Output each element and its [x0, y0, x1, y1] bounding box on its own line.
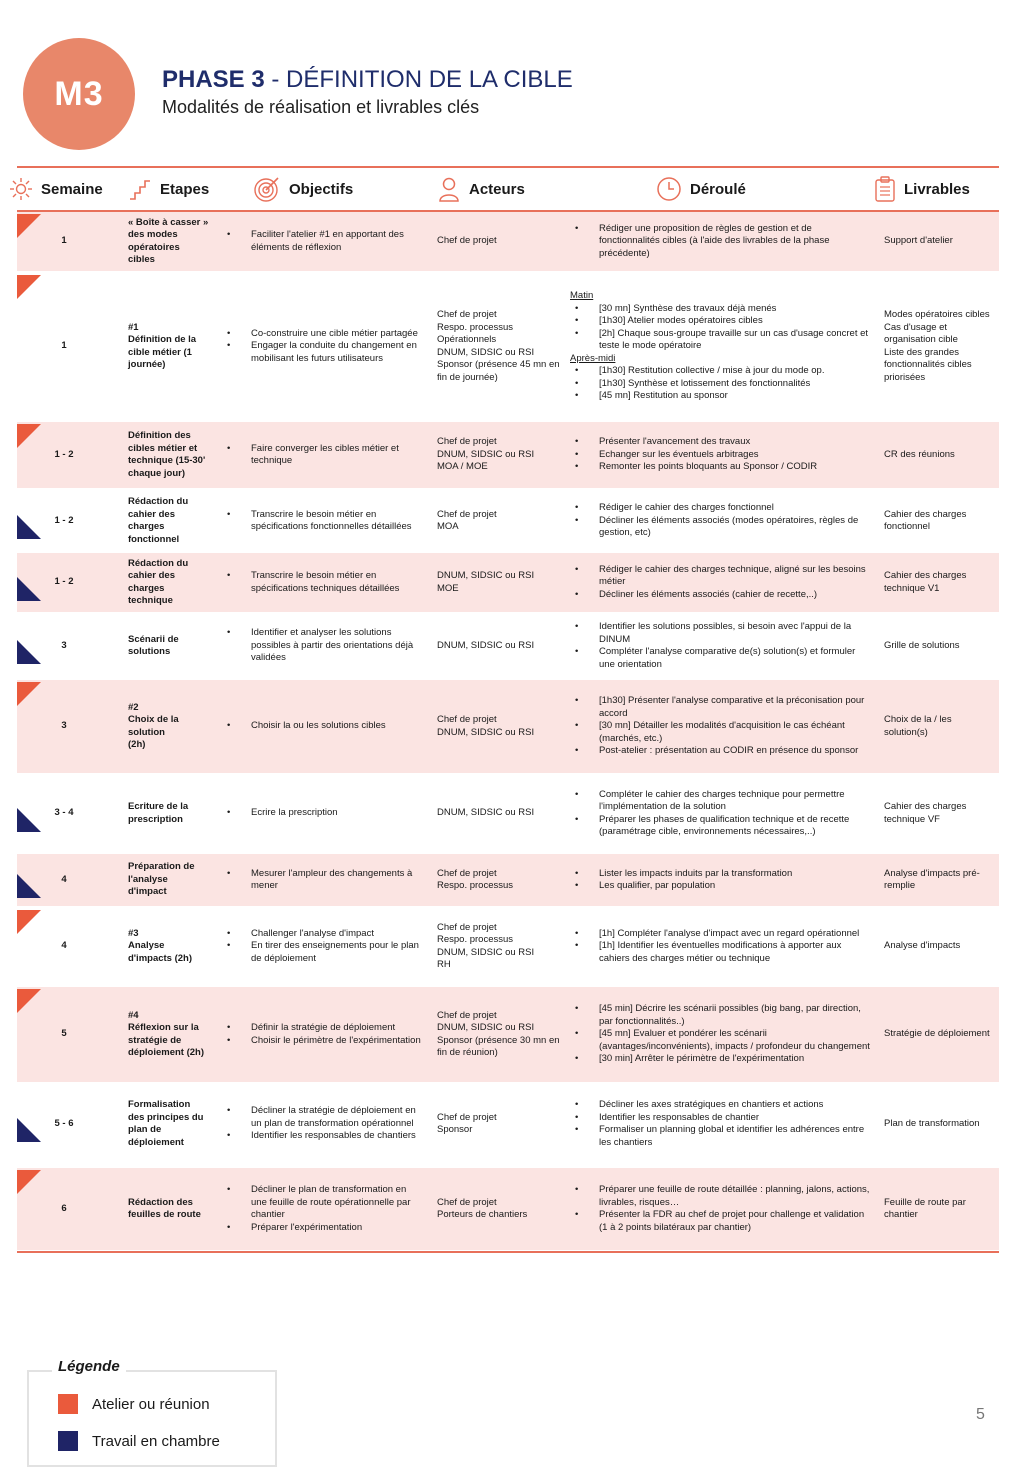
acteurs-line: Respo. processus	[437, 880, 514, 891]
table-row	[17, 490, 999, 552]
cell-acteurs	[437, 273, 562, 420]
deroule-item: • Rédiger le cahier des charges fonctionnel	[570, 502, 870, 515]
header-etapes: Etapes	[128, 168, 209, 210]
etape-line: cibles métier et	[128, 442, 198, 454]
etape-line: plan de	[128, 1124, 162, 1135]
chambre-marker	[17, 515, 41, 539]
clock-icon	[656, 176, 682, 202]
cell-etape	[128, 1083, 228, 1165]
semaine-value: 1 - 2	[54, 576, 74, 588]
etape-line: technique	[128, 595, 173, 606]
etape-line: charges	[128, 582, 165, 594]
cell-etape	[128, 490, 228, 552]
deroule-item: • Préparer les phases de qualification technique et de recette (paramétrage cible, environnements nécessaires,..)	[570, 814, 870, 839]
cell-acteurs	[437, 1168, 562, 1250]
deroule-item: • Identifier les responsables de chantier	[570, 1112, 870, 1125]
module-badge: M3	[23, 38, 135, 150]
acteurs-line: Chef de projet	[437, 508, 497, 520]
cell-etape	[128, 987, 228, 1082]
cell-objectifs	[222, 490, 422, 552]
acteurs-line: Chef de projet	[437, 1196, 497, 1208]
atelier-marker	[17, 989, 41, 1013]
etape-line: technique (15-30'	[128, 455, 206, 466]
semaine-value: 1 - 2	[54, 514, 74, 526]
chambre-marker	[17, 640, 41, 664]
cell-livrables	[884, 908, 996, 985]
acteurs-line: Chef de projet	[437, 1009, 497, 1021]
etape-line: Définition des	[128, 430, 191, 441]
livrables-line: Choix de la / les solution(s)	[884, 714, 952, 738]
cell-acteurs	[437, 614, 562, 678]
acteurs-line: DNUM, SIDSIC ou RSI	[437, 807, 535, 819]
atelier-marker	[17, 214, 41, 238]
deroule-item: • [1h30] Synthèse et lotissement des fonctionnalités	[570, 378, 870, 391]
acteurs-line: DNUM, SIDSIC ou RSI	[437, 448, 535, 460]
cell-deroule	[570, 680, 870, 773]
acteurs-line: DNUM, SIDSIC ou RSI	[437, 570, 535, 581]
acteurs-line: Chef de projet	[437, 714, 497, 725]
deroule-item: • Les qualifier, par population	[570, 880, 792, 893]
cell-acteurs	[437, 775, 562, 852]
etape-line: des modes	[128, 229, 178, 240]
chambre-swatch	[58, 1431, 78, 1451]
chambre-marker	[17, 1118, 41, 1142]
objectifs-item: • Faciliter l'atelier #1 en apportant des éléments de réflexion	[222, 229, 422, 254]
deroule-item: • Décliner les axes stratégiques en chantiers et actions	[570, 1099, 870, 1112]
etape-line: Rédaction du	[128, 557, 189, 569]
cell-etape	[128, 273, 228, 420]
deroule-item: • Identifier les solutions possibles, si besoin avec l'appui de la DINUM	[570, 621, 870, 646]
cell-objectifs	[222, 908, 422, 985]
atelier-marker	[17, 1170, 41, 1194]
livrables-line: Stratégie de déploiement	[884, 1028, 990, 1040]
livrables-line: Grille de solutions	[884, 639, 960, 651]
cell-etape	[128, 614, 228, 678]
cell-livrables	[884, 1168, 996, 1250]
etape-line: d'impacts (2h)	[128, 952, 193, 964]
objectifs-item: • Challenger l'analyse d'impact	[222, 928, 422, 941]
atelier-marker	[17, 424, 41, 448]
objectifs-item: • Préparer l'expérimentation	[222, 1222, 422, 1235]
semaine-value: 4	[61, 940, 67, 952]
table-row	[17, 422, 999, 488]
deroule-item: • [1h] Identifier les éventuelles modifications à apporter aux cahiers des charges métier ou technique	[570, 940, 870, 965]
deroule-item: • [45 mn] Evaluer et pondérer les scénarii (avantages/inconvénients), impacts / profondeur du changement	[570, 1028, 870, 1053]
cell-semaine	[45, 987, 83, 1082]
acteurs-line: RH	[437, 959, 451, 970]
deroule-item: • Compléter l'analyse comparative de(s) solution(s) et formuler une orientation	[570, 646, 870, 671]
semaine-value: 1	[61, 340, 67, 352]
table-row	[17, 212, 999, 271]
cell-deroule	[570, 1083, 870, 1165]
acteurs-line: Chef de projet	[437, 921, 497, 933]
table-row	[17, 908, 999, 985]
etape-line: cahier des	[128, 570, 175, 581]
cell-semaine	[45, 775, 83, 852]
cell-deroule	[570, 553, 870, 612]
deroule-item: • Décliner les éléments associés (cahier de recette,..)	[570, 589, 870, 602]
cell-semaine	[45, 1083, 83, 1165]
acteurs-line: DNUM, SIDSIC ou RSI	[437, 946, 535, 958]
cell-semaine	[45, 1168, 83, 1250]
etape-line: feuilles de route	[128, 1209, 201, 1220]
cell-acteurs	[437, 212, 562, 271]
cell-etape	[128, 212, 228, 271]
cell-objectifs	[222, 553, 422, 612]
etape-line: déploiement (2h)	[128, 1047, 205, 1058]
sun-icon	[9, 177, 33, 201]
livrables-line: Feuille de route par chantier	[884, 1196, 966, 1220]
objectifs-item: • Engager la conduite du changement en mobilisant les futurs utilisateurs	[222, 340, 422, 365]
etape-line: d'impact	[128, 886, 167, 898]
cell-livrables	[884, 1083, 996, 1165]
acteurs-line: DNUM, SIDSIC ou RSI	[437, 726, 535, 738]
etape-line: Préparation de	[128, 861, 195, 873]
page-subtitle: Modalités de réalisation et livrables clés	[162, 97, 480, 117]
etape-line: cible métier (1	[128, 346, 192, 358]
deroule-item: • Rédiger le cahier des charges technique, aligné sur les besoins métier	[570, 564, 870, 589]
cell-livrables	[884, 987, 996, 1082]
cell-semaine	[45, 614, 83, 678]
acteurs-line: Chef de projet	[437, 1111, 497, 1123]
objectifs-item: • Co-construire une cible métier partagée	[222, 328, 422, 341]
livrables-line: Liste des grandes fonctionnalités cibles priorisées	[884, 346, 972, 383]
objectifs-item: • Choisir le périmètre de l'expérimentation	[222, 1035, 421, 1048]
atelier-marker	[17, 910, 41, 934]
etape-line: charges	[128, 521, 165, 532]
header-objectifs: Objectifs	[253, 168, 353, 210]
cell-livrables	[884, 775, 996, 852]
cell-etape	[128, 553, 228, 612]
table-header	[17, 168, 999, 210]
etape-line: #3	[128, 927, 139, 939]
page-title: PHASE 3 - DÉFINITION DE LA CIBLE	[162, 66, 573, 93]
objectifs-item: • Identifier les responsables de chantiers	[222, 1130, 422, 1143]
livrables-line: Cahier des charges technique VF	[884, 801, 967, 825]
deroule-item: • Préparer une feuille de route détaillée : planning, jalons, actions, livrables, risques…	[570, 1184, 870, 1209]
deroule-item: • [1h30] Présenter l'analyse comparative et la préconisation pour accord	[570, 695, 870, 720]
etape-line: Analyse	[128, 940, 165, 952]
objectifs-item: • En tirer des enseignements pour le plan de déploiement	[222, 940, 422, 965]
deroule-item: • [1h] Compléter l'analyse d'impact avec un regard opérationnel	[570, 928, 870, 941]
acteurs-line: MOA / MOE	[437, 461, 488, 473]
table-row	[17, 775, 999, 852]
objectifs-item: • Décliner le plan de transformation en une feuille de route opérationnelle par chantier	[222, 1184, 422, 1222]
deroule-item: • [30 mn] Détailler les modalités d'acquisition le cas échéant (marchés, etc.)	[570, 720, 870, 745]
cell-objectifs	[222, 614, 422, 678]
objectifs-item: • Ecrire la prescription	[222, 807, 338, 820]
acteurs-line: Chef de projet	[437, 436, 497, 448]
acteurs-line: Chef de projet	[437, 867, 497, 879]
etape-line: Réflexion sur la	[128, 1022, 199, 1033]
deroule-heading: Après-midi	[570, 352, 616, 364]
table-row	[17, 273, 999, 420]
deroule-item: • Présenter l'avancement des travaux	[570, 436, 817, 449]
livrables-line: Support d'atelier	[884, 235, 953, 247]
atelier-swatch	[58, 1394, 78, 1414]
semaine-value: 6	[61, 1202, 67, 1214]
etape-line: fonctionnel	[128, 533, 180, 545]
deroule-item: • Remonter les points bloquants au Sponsor / CODIR	[570, 461, 817, 474]
stairs-icon	[128, 177, 152, 201]
cell-deroule	[570, 1168, 870, 1250]
cell-semaine	[45, 490, 83, 552]
etape-line: Formalisation	[128, 1099, 191, 1110]
etape-line: stratégie de	[128, 1034, 182, 1046]
header-deroule: Déroulé	[656, 168, 746, 210]
objectifs-item: • Identifier et analyser les solutions possibles à partir des orientations déjà validées	[222, 627, 422, 665]
etape-line: cahier des	[128, 508, 175, 520]
cell-semaine	[45, 553, 83, 612]
livrables-line: Cahier des charges fonctionnel	[884, 508, 967, 532]
livrables-line: Plan de transformation	[884, 1117, 980, 1129]
deroule-item: • Echanger sur les éventuels arbitrages	[570, 449, 817, 462]
etape-line: des principes du	[128, 1111, 204, 1123]
cell-acteurs	[437, 1083, 562, 1165]
deroule-item: • Post-atelier : présentation au CODIR en présence du sponsor	[570, 745, 870, 758]
livrables-line: Cas d'usage et organisation cible	[884, 321, 958, 345]
etape-line: Choix de la	[128, 714, 179, 725]
cell-etape	[128, 1168, 228, 1250]
cell-deroule	[570, 987, 870, 1082]
table-row	[17, 987, 999, 1082]
objectifs-item: • Transcrire le besoin métier en spécifications techniques détaillées	[222, 570, 422, 595]
cell-deroule	[570, 614, 870, 678]
semaine-value: 4	[61, 873, 67, 885]
page-number: 5	[976, 1406, 985, 1423]
cell-etape	[128, 680, 228, 773]
semaine-value: 3 - 4	[54, 807, 74, 819]
cell-livrables	[884, 680, 996, 773]
cell-livrables	[884, 553, 996, 612]
acteurs-line: Respo. processus	[437, 321, 514, 333]
cell-livrables	[884, 854, 996, 906]
cell-objectifs	[222, 854, 422, 906]
deroule-item: • Formaliser un planning global et identifier les adhérences entre les chantiers	[570, 1124, 870, 1149]
etape-line: #1	[128, 321, 139, 333]
target-icon	[253, 175, 281, 203]
etape-line: l'analyse	[128, 873, 168, 885]
header-acteurs: Acteurs	[437, 168, 525, 210]
cell-etape	[128, 775, 228, 852]
etape-line: prescription	[128, 813, 183, 825]
acteurs-line: DNUM, SIDSIC ou RSI	[437, 346, 535, 358]
livrables-line: Analyse d'impacts	[884, 940, 961, 952]
deroule-item: • [1h30] Restitution collective / mise à jour du mode op.	[570, 365, 870, 378]
etape-line: cibles	[128, 254, 155, 265]
livrables-line: Cahier des charges technique V1	[884, 570, 967, 594]
atelier-marker	[17, 275, 41, 299]
livrables-line: CR des réunions	[884, 448, 955, 460]
semaine-value: 3	[61, 639, 67, 651]
legend-title: Légende	[52, 1358, 126, 1375]
cell-acteurs	[437, 553, 562, 612]
acteurs-line: Chef de projet	[437, 235, 497, 247]
etape-line: journée)	[128, 359, 166, 370]
cell-livrables	[884, 422, 996, 488]
cell-semaine	[45, 212, 83, 271]
objectifs-item: • Définir la stratégie de déploiement	[222, 1022, 421, 1035]
objectifs-item: • Choisir la ou les solutions cibles	[222, 720, 386, 733]
deroule-item: • [2h] Chaque sous-groupe travaille sur un cas d'usage concret et teste le mode opératoire	[570, 328, 870, 353]
etape-line: (2h)	[128, 739, 146, 750]
cell-objectifs	[222, 680, 422, 773]
cell-objectifs	[222, 1083, 422, 1165]
cell-objectifs	[222, 1168, 422, 1250]
table-row	[17, 553, 999, 612]
legend-item-chambre: Travail en chambre	[58, 1431, 220, 1451]
etape-line: solutions	[128, 646, 171, 657]
cell-livrables	[884, 614, 996, 678]
person-icon	[437, 176, 461, 202]
etape-line: opératoires	[128, 241, 180, 253]
clipboard-icon	[874, 176, 896, 202]
cell-deroule	[570, 212, 870, 271]
cell-objectifs	[222, 273, 422, 420]
chambre-marker	[17, 808, 41, 832]
cell-acteurs	[437, 854, 562, 906]
cell-etape	[128, 908, 228, 985]
chambre-marker	[17, 874, 41, 898]
acteurs-line: Opérationnels	[437, 334, 497, 345]
livrables-line: Modes opératoires cibles	[884, 309, 990, 320]
deroule-item: • [45 min] Décrire les scénarii possibles (big bang, par direction, par fonctionnalités..)	[570, 1003, 870, 1028]
semaine-value: 1 - 2	[54, 448, 74, 460]
acteurs-line: Sponsor (présence 30 mn en fin de réunion)	[437, 1034, 560, 1058]
cell-acteurs	[437, 987, 562, 1082]
acteurs-line: Sponsor	[437, 1124, 473, 1135]
table-row	[17, 680, 999, 773]
acteurs-line: Porteurs de chantiers	[437, 1209, 528, 1220]
cell-deroule	[570, 854, 870, 906]
table-row	[17, 614, 999, 678]
cell-acteurs	[437, 422, 562, 488]
cell-acteurs	[437, 490, 562, 552]
header-semaine: Semaine	[9, 168, 103, 210]
objectifs-item: • Transcrire le besoin métier en spécifications fonctionnelles détaillées	[222, 509, 422, 534]
cell-semaine	[45, 680, 83, 773]
cell-acteurs	[437, 680, 562, 773]
etape-line: déploiement	[128, 1136, 184, 1148]
cell-deroule	[570, 908, 870, 985]
deroule-item: • [45 mn] Restitution au sponsor	[570, 390, 870, 403]
semaine-value: 3	[61, 720, 67, 732]
etape-line: chaque jour)	[128, 467, 186, 479]
table-row	[17, 1083, 999, 1165]
cell-objectifs	[222, 422, 422, 488]
acteurs-line: DNUM, SIDSIC ou RSI	[437, 639, 535, 651]
etape-line: #2	[128, 701, 139, 713]
deroule-item: • [1h30] Atelier modes opératoires cibles	[570, 315, 870, 328]
acteurs-line: MOE	[437, 582, 459, 594]
deroule-item: • Présenter la FDR au chef de projet pour challenge et validation (1 à 2 points bilatéraux par chantier)	[570, 1209, 870, 1234]
deroule-item: • Rédiger une proposition de règles de gestion et de fonctionnalités cibles (à l'aide des livrables de la phase précédente)	[570, 223, 870, 261]
etape-line: Rédaction des	[128, 1196, 193, 1208]
chambre-marker	[17, 577, 41, 601]
cell-etape	[128, 854, 228, 906]
deroule-item: • Lister les impacts induits par la transformation	[570, 868, 792, 881]
semaine-value: 5 - 6	[54, 1117, 74, 1129]
deroule-item: • [30 min] Arrêter le périmètre de l'expérimentation	[570, 1053, 870, 1066]
cell-semaine	[45, 422, 83, 488]
semaine-value: 5	[61, 1028, 67, 1040]
cell-etape	[128, 422, 228, 488]
legend-box	[27, 1370, 277, 1467]
deroule-item: • [30 mn] Synthèse des travaux déjà menés	[570, 303, 870, 316]
cell-livrables	[884, 490, 996, 552]
semaine-value: 1	[61, 235, 67, 247]
cell-semaine	[45, 273, 83, 420]
deroule-heading: Matin	[570, 290, 594, 302]
cell-deroule	[570, 422, 870, 488]
cell-livrables	[884, 273, 996, 420]
objectifs-item: • Mesurer l'ampleur des changements à mener	[222, 868, 422, 893]
etape-line: Scénarii de	[128, 633, 179, 645]
cell-semaine	[45, 854, 83, 906]
etape-line: solution	[128, 726, 165, 738]
etape-line: Rédaction du	[128, 496, 189, 507]
cell-acteurs	[437, 908, 562, 985]
legend-item-atelier: Atelier ou réunion	[58, 1394, 210, 1414]
cell-objectifs	[222, 775, 422, 852]
acteurs-line: Chef de projet	[437, 309, 497, 320]
table-row	[17, 854, 999, 906]
etape-line: Ecriture de la	[128, 801, 189, 812]
acteurs-line: Respo. processus	[437, 934, 514, 945]
acteurs-line: DNUM, SIDSIC ou RSI	[437, 1022, 535, 1033]
cell-deroule	[570, 273, 870, 420]
cell-objectifs	[222, 212, 422, 271]
etape-line: Définition de la	[128, 334, 197, 345]
etape-line: « Boîte à casser »	[128, 216, 209, 228]
cell-objectifs	[222, 987, 422, 1082]
objectifs-item: • Faire converger les cibles métier et technique	[222, 443, 422, 468]
acteurs-line: MOA	[437, 521, 459, 532]
cell-deroule	[570, 775, 870, 852]
cell-deroule	[570, 490, 870, 552]
deroule-item: • Décliner les éléments associés (modes opératoires, règles de gestion, etc)	[570, 515, 870, 540]
atelier-marker	[17, 682, 41, 706]
acteurs-line: Sponsor (présence 45 mn en fin de journée)	[437, 359, 560, 383]
etape-line: #4	[128, 1009, 139, 1021]
deroule-item: • Compléter le cahier des charges technique pour permettre l'implémentation de la solution	[570, 789, 870, 814]
table-bottom-rule	[17, 1251, 999, 1253]
table-row	[17, 1168, 999, 1250]
cell-semaine	[45, 908, 83, 985]
objectifs-item: • Décliner la stratégie de déploiement en un plan de transformation opérationnel	[222, 1105, 422, 1130]
livrables-line: Analyse d'impacts pré-remplie	[884, 867, 980, 891]
header-livrables: Livrables	[874, 168, 970, 210]
cell-livrables	[884, 212, 996, 271]
